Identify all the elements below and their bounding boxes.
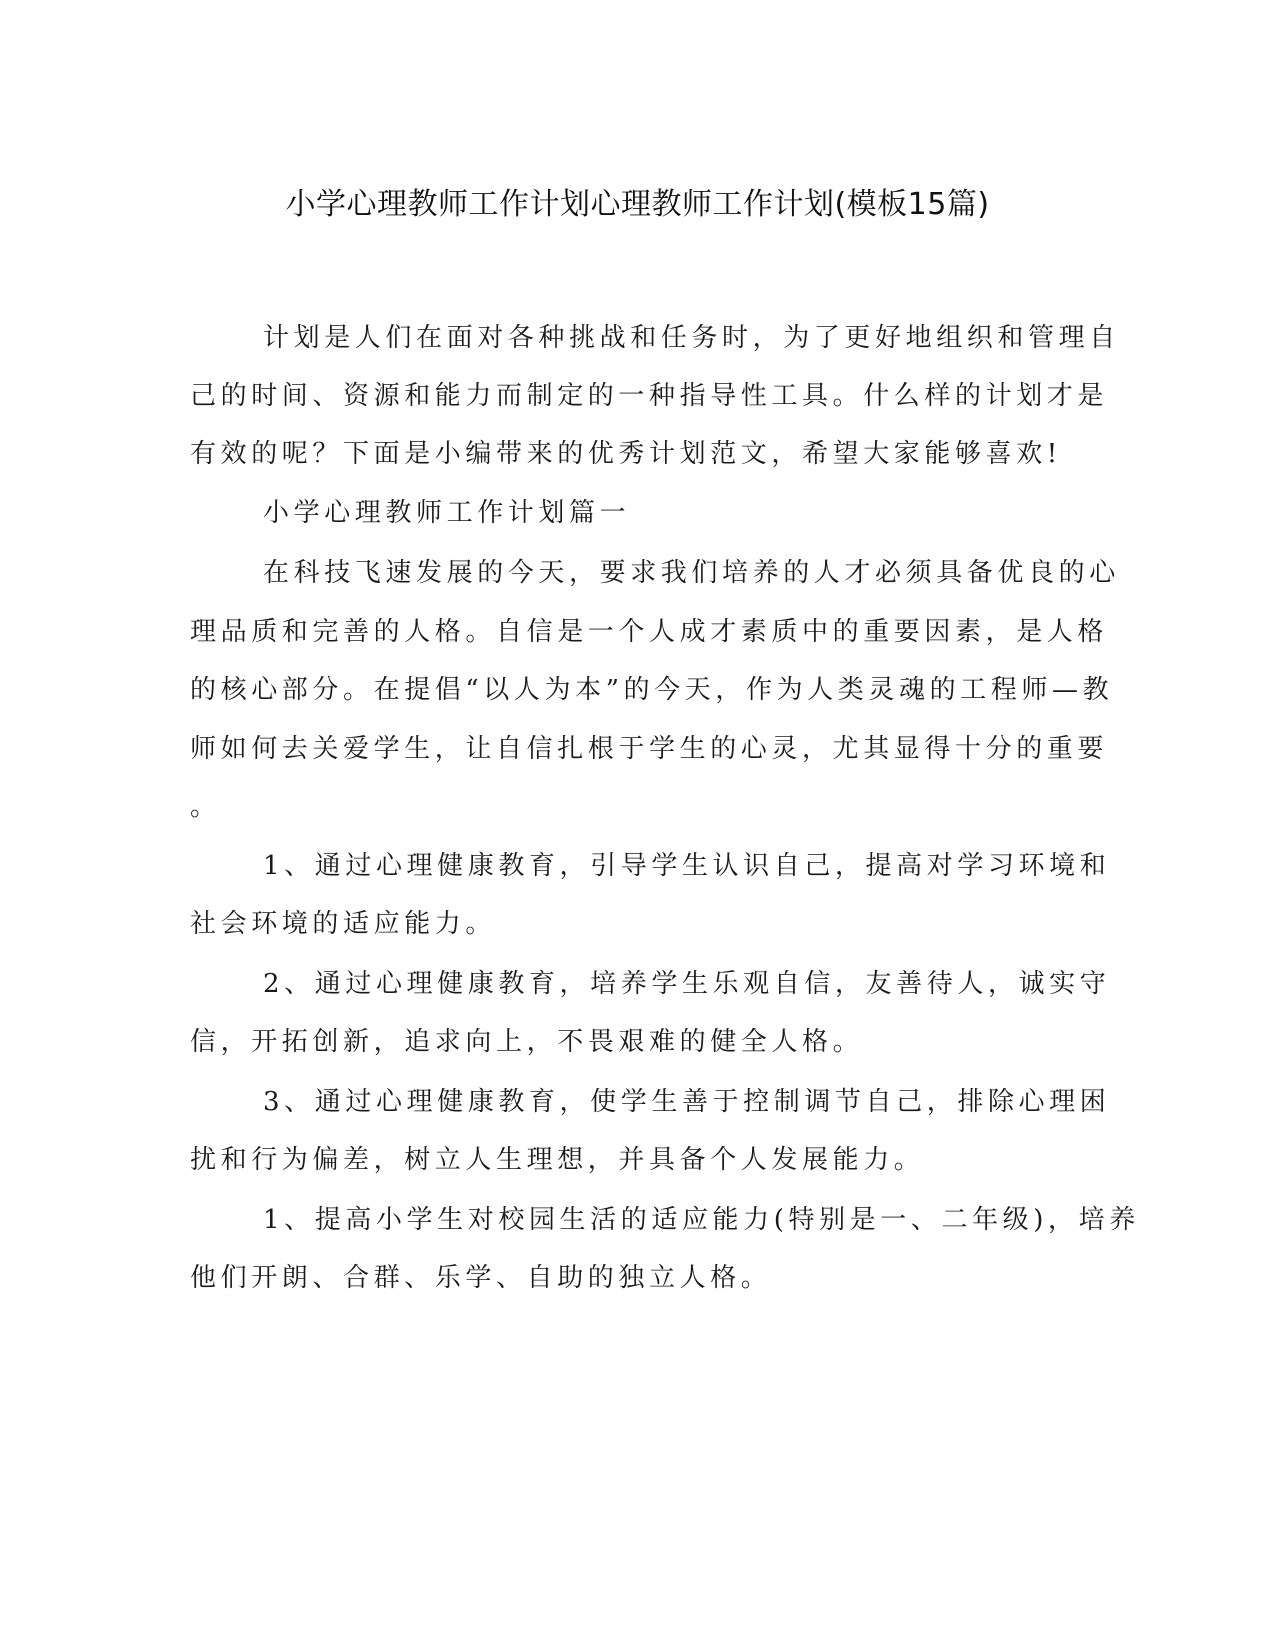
- section-heading: 小学心理教师工作计划篇一: [263, 498, 631, 528]
- list-item-line: 1、通过心理健康教育，引导学生认识自己，提高对学习环境和: [263, 851, 1111, 881]
- document-title: 小学心理教师工作计划心理教师工作计划(模板15篇): [285, 187, 990, 222]
- list-item-line: 他们开朗、合群、乐学、自助的独立人格。: [190, 1263, 772, 1293]
- list-item-line: 3、通过心理健康教育，使学生善于控制调节自己，排除心理困: [263, 1087, 1111, 1117]
- list-item-line: 信，开拓创新，追求向上，不畏艰难的健全人格。: [190, 1027, 864, 1057]
- list-item-line: 社会环境的适应能力。: [190, 909, 497, 939]
- paragraph-line: 在科技飞速发展的今天，要求我们培养的人才必须具备优良的心: [263, 558, 1120, 588]
- list-item-line: 扰和行为偏差，树立人生理想，并具备个人发展能力。: [190, 1145, 925, 1175]
- paragraph-line: 师如何去关爱学生，让自信扎根于学生的心灵，尤其显得十分的重要: [190, 734, 1109, 764]
- paragraph-line: 理品质和完善的人格。自信是一个人成才素质中的重要因素，是人格: [190, 617, 1109, 647]
- paragraph-line: 有效的呢？下面是小编带来的优秀计划范文，希望大家能够喜欢!: [190, 439, 1062, 469]
- paragraph-line: 的核心部分。在提倡“以人为本”的今天，作为人类灵魂的工程师—教: [190, 675, 1114, 705]
- list-item-line: 2、通过心理健康教育，培养学生乐观自信，友善待人，诚实守: [263, 969, 1111, 999]
- paragraph-line: 计划是人们在面对各种挑战和任务时，为了更好地组织和管理自: [263, 323, 1120, 353]
- paragraph-line: 。: [190, 792, 221, 822]
- paragraph-line: 己的时间、资源和能力而制定的一种指导性工具。什么样的计划才是: [190, 381, 1109, 411]
- list-item-line: 1、提高小学生对校园生活的适应能力(特别是一、二年级)，培养: [263, 1205, 1140, 1235]
